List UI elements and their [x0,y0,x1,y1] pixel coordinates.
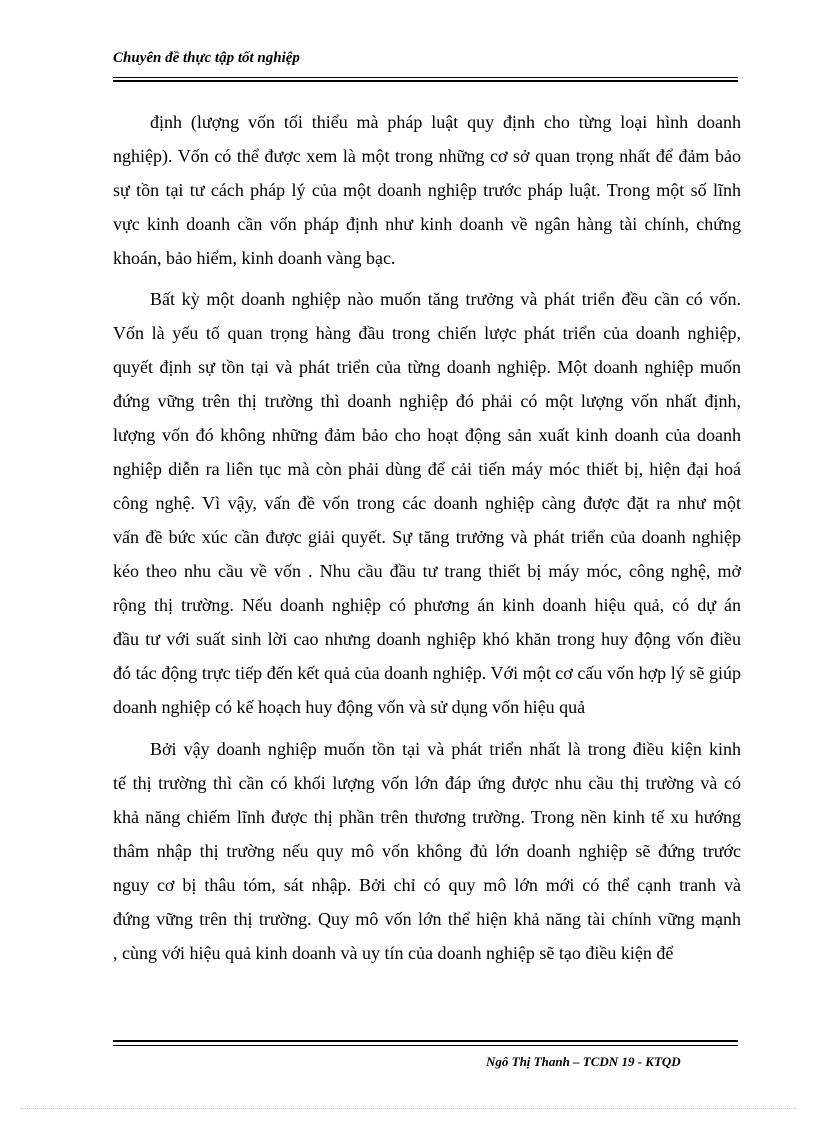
text-line: nghiệp). Vốn có thể được xem là một trong những cơ sở quan trọng nhất để đảm bảo [113,146,741,166]
text-line: , cùng với hiệu quả kinh doanh và uy tín của doanh nghiệp sẽ tạo điều kiện để [113,943,674,963]
text-line: đứng vững trên thị trường. Quy mô vốn lớn thể hiện khả năng tài chính vững mạnh [113,909,741,929]
text-line: khoán, bảo hiểm, kinh doanh vàng bạc. [113,248,396,268]
footer-rule-thin [113,1045,738,1046]
text-line: doanh nghiệp có kế hoạch huy động vốn và sử dụng vốn hiệu quả [113,697,586,717]
page-edge-dotted-line [20,1108,796,1109]
header-title: Chuyên đề thực tập tốt nghiệp [113,50,300,66]
text-line: đứng vững trên thị trường thì doanh nghiệp đó phải có một lượng vốn nhất định, [113,391,741,411]
header-rule-thin [113,77,738,78]
text-line: quyết định sự tồn tại và phát triển của từng doanh nghiệp. Một doanh nghiệp muốn [113,357,741,377]
text-line: định (lượng vốn tối thiểu mà pháp luật quy định cho từng loại hình doanh [150,112,741,132]
text-line: vực kinh doanh cần vốn pháp định như kinh doanh về ngân hàng tài chính, chứng [113,214,741,234]
text-line: nghiệp diễn ra liên tục mà còn phải dùng để cải tiến máy móc thiết bị, hiện đại hoá [113,459,741,479]
text-line: Vốn là yếu tố quan trọng hàng đầu trong chiến lược phát triển của doanh nghiệp, [113,323,741,343]
text-line: tế thị trường thì cần có khối lượng vốn lớn đáp ứng được nhu cầu thị trường và có [113,773,741,793]
text-line: sự tồn tại tư cách pháp lý của một doanh nghiệp trước pháp luật. Trong một số lĩnh [113,180,741,200]
text-line: công nghệ. Vì vậy, vấn đề vốn trong các doanh nghiệp càng được đặt ra như một [113,493,741,513]
text-line: đầu tư với suất sinh lời cao nhưng doanh nghiệp khó khăn trong huy động vốn điều [113,629,741,649]
text-line: thâm nhập thị trường nếu quy mô vốn không đủ lớn doanh nghiệp sẽ đứng trước [113,841,741,861]
footer-rule-thick [113,1040,738,1042]
text-line: Bất kỳ một doanh nghiệp nào muốn tăng trưởng và phát triển đều cần có vốn. [150,289,741,309]
text-line: đó tác động trực tiếp đến kết quả của doanh nghiệp. Với một cơ cấu vốn hợp lý sẽ giúp [113,663,741,683]
text-line: Bởi vậy doanh nghiệp muốn tồn tại và phát triển nhất là trong điều kiện kinh [150,739,741,759]
footer-author: Ngô Thị Thanh – TCDN 19 - KTQD [486,1054,681,1069]
header-rule-thick [113,80,738,82]
text-line: nguy cơ bị thâu tóm, sát nhập. Bởi chỉ có quy mô lớn mới có thể cạnh tranh và [113,875,741,895]
text-line: rộng thị trường. Nếu doanh nghiệp có phương án kinh doanh hiệu quả, có dự án [113,595,741,615]
text-line: khả năng chiếm lĩnh được thị phần trên thương trường. Trong nền kinh tế xu hướng [113,807,741,827]
text-line: vấn đề bức xúc cần được giải quyết. Sự tăng trưởng và phát triển của doanh nghiệp [113,527,741,547]
text-line: kéo theo nhu cầu về vốn . Nhu cầu đầu tư trang thiết bị máy móc, công nghệ, mở [113,561,741,581]
text-line: lượng vốn đó không những đảm bảo cho hoạt động sản xuất kinh doanh của doanh [113,425,741,445]
